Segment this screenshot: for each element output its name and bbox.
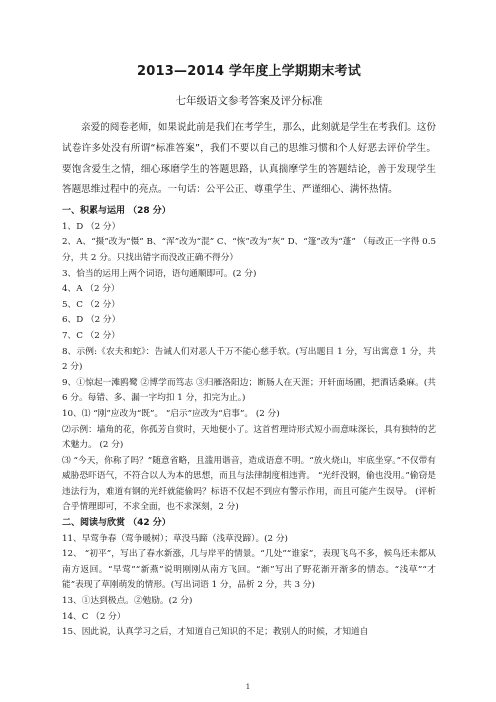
answer-line: 6、D （2 分）: [62, 315, 121, 326]
answer-line: 4、A （2 分）: [62, 284, 120, 295]
document-subtitle: 七年级语文参考答案及评分标准: [175, 95, 323, 107]
intro-paragraph: 亲爱的阅卷老师，如果说此前是我们在考学生，那么，此刻就是学生在考我们。这份试卷许多处没有所谓“标准答案”，我们不要以自己的思维习惯和个人好恶去评价学生。要饱含爱生之情，细心琢磨学生的答题思路，认真揣摩学生的答题结论，善于发现学生答题思维过程中的亮点。一句话：公平公正、尊重学生、严谨细心、满怀热情。: [62, 122, 436, 196]
answer-line: 3、恰当的运用上两个词语，语句通顺即可。(2 分): [62, 268, 257, 279]
answer-line: ⑶ “今天，你称了吗？”随意省略，且滥用谐音，造成语意不明。“放火烧山，牢底坐穿。”不仅带有威胁恐吓语气，不符合以人为本的思想，而且与法律制度相违背。 “光纤没钢，偷也没用。”偷窃是违法行为，难道有钢的光纤就能偷吗？标语不仅起不到应有警示作用，而且可能产生误导。 (评析合乎情理即可，不求全面，也不求深刻，2 分): [62, 455, 436, 513]
page-number: 1: [245, 683, 251, 691]
answer-line: ⑵示例：墙角的花，你孤芳自赏时，天地便小了。这首哲理诗形式短小而意味深长，具有独特的艺术魅力。 (2 分): [62, 424, 436, 451]
answer-line: 14、C （2 分）: [62, 611, 126, 622]
document-body: [62, 64, 436, 641]
answer-line: 1、D （2 分）: [62, 221, 121, 232]
section-heading-accumulation: 一、积累与运用 （28 分）: [62, 206, 171, 217]
document-title: 2013—2014 学年度上学期期末考试: [137, 64, 361, 79]
section-heading-reading: 二、阅读与欣赏 （42 分）: [62, 518, 171, 529]
answer-line: 11、早莺争春（莺争暖树）；草没马蹄（浅草没蹄）。(2 分): [62, 533, 288, 544]
answer-line: 8、示例:《农夫和蛇》：告诫人们对恶人千万不能心慈手软。(写出题目 1 分，写出寓意 1 分，共 2 分): [62, 346, 436, 373]
answer-line: 2、A、“摄”改为“慑” B、“浑”改为“混” C、“恢”改为“灰” D、“篷”改为“蓬” （每改正一字得 0.5 分，共 2 分。只找出错字而没改正确不得分）: [62, 237, 436, 263]
answer-line: 15、因此说，认真学习之后，才知道自己知识的不足；教别人的时候，才知道自: [62, 627, 369, 638]
answer-line: 10、⑴ “刚”应改为“既”。 “启示”应改为“启事”。 (2 分): [62, 408, 280, 419]
answer-line: 12、 “初平”，写出了春水新涨，几与岸平的情景。“几处”“谁家”，表现飞鸟不多，候鸟还未都从南方返回。“早莺”“新燕”说明刚刚从南方飞回。“渐”写出了野花渐开渐多的情态。“浅草”“才能”表现了草刚萌发的情形。(写出词语 1 分，品析 2 分，共 3 分): [62, 549, 436, 591]
answer-line: 7、C （2 分）: [62, 330, 120, 341]
answer-line: 5、C （2 分）: [62, 299, 120, 310]
answer-line: 13、①达到极点。②勉励。(2 分): [62, 596, 193, 607]
answer-line: 9、①惊起一滩鸥鹭 ②博学而笃志 ③归雁洛阳边；断肠人在天涯；开轩面场圃，把酒话桑麻。(共 6 分。每错、多、漏一字均扣 1 分，扣完为止。): [62, 377, 436, 404]
